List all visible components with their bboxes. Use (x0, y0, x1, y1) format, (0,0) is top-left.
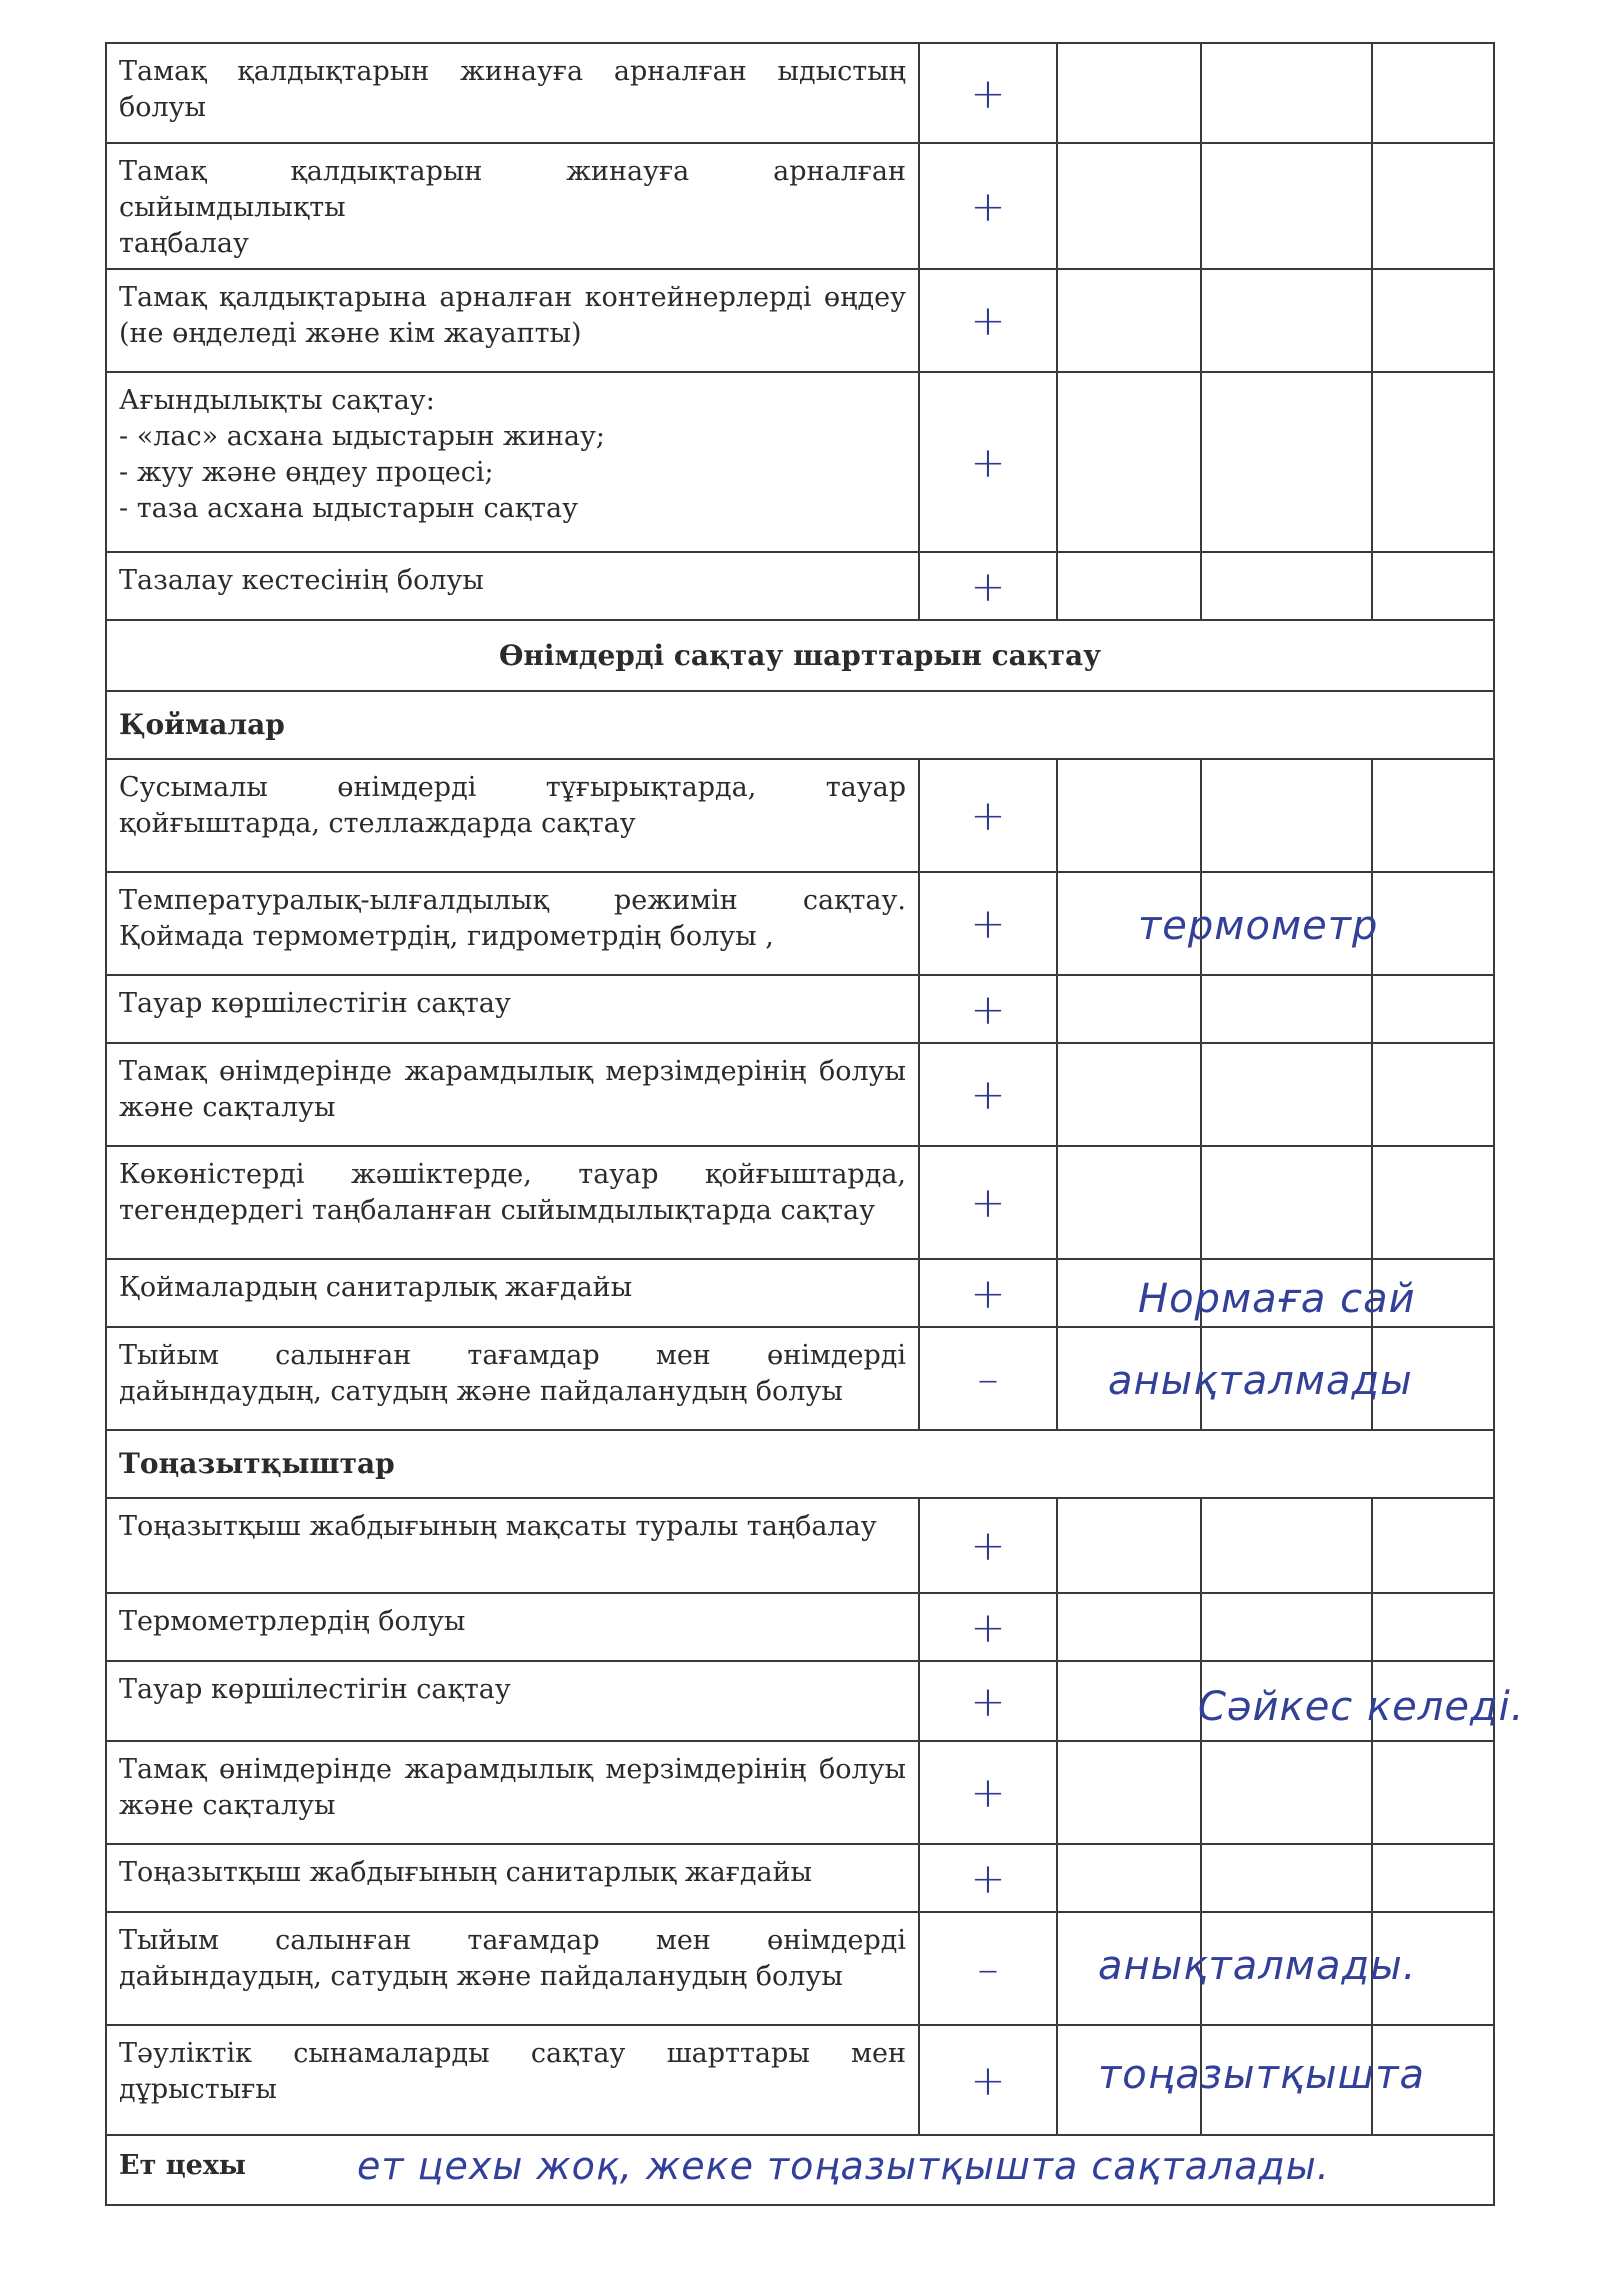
criterion-line: таңбалау (119, 228, 249, 259)
empty-cell (1201, 552, 1372, 620)
criterion-line: Көкөністерді жәшіктерде, тауар қойғыштарда, (119, 1159, 906, 1190)
criterion-line: Ағындылықты сақтау: (119, 385, 435, 416)
criterion-line: Термометрлердің болуы (119, 1606, 466, 1637)
empty-cell (1201, 269, 1372, 372)
criterion-text (106, 872, 919, 975)
criterion-line: Тыйым салынған тағамдар мен өнімдерді (119, 1925, 906, 1956)
criterion-line: Тауар көршілестігін сақтау (119, 988, 511, 1019)
meat-shop-row (106, 2135, 1494, 2205)
criterion-line: Қоймалардың санитарлық жағдайы (119, 1272, 633, 1303)
criterion-line: және сақталуы (119, 1092, 336, 1123)
empty-cell (1372, 975, 1494, 1043)
handwritten-mark: + (919, 372, 1057, 552)
criterion-text (106, 1593, 919, 1661)
criterion-text (106, 143, 919, 269)
checklist-row (106, 975, 1494, 1043)
empty-cell (1201, 1498, 1372, 1593)
checklist-row (106, 552, 1494, 620)
handwritten-mark: + (919, 1844, 1057, 1912)
remarks-cell (1057, 2025, 1426, 2135)
criterion-text (106, 759, 919, 872)
criterion-line: - таза асхана ыдыстарын сақтау (119, 493, 578, 524)
criterion-line: - «лас» асхана ыдыстарын жинау; (119, 421, 605, 452)
handwritten-mark: + (919, 1593, 1057, 1661)
empty-cell (1372, 1844, 1494, 1912)
handwritten-mark: + (919, 759, 1057, 872)
empty-cell (1372, 1043, 1494, 1146)
handwritten-mark: + (919, 2025, 1057, 2135)
checklist-row (106, 1259, 1494, 1327)
empty-cell (1201, 975, 1372, 1043)
empty-cell (1201, 1146, 1372, 1259)
criterion-text (106, 1498, 919, 1593)
checklist-row (106, 143, 1494, 269)
criterion-line: Тыйым салынған тағамдар мен өнімдерді (119, 1340, 906, 1371)
empty-cell (1057, 759, 1201, 872)
empty-cell (1201, 143, 1372, 269)
remarks-cell (1057, 1912, 1417, 2025)
handwritten-remark: тоңазытқышта (1098, 2052, 1426, 2098)
criterion-text (106, 372, 919, 552)
handwritten-mark: – (919, 1912, 1057, 2025)
remarks-cell (1057, 1661, 1525, 1741)
criterion-line: Тамақ қалдықтарын жинауға арналған ыдыстың болуы (119, 56, 906, 123)
empty-cell (1372, 143, 1494, 269)
checklist-row (106, 1043, 1494, 1146)
criterion-text (106, 43, 919, 143)
criterion-text (106, 975, 919, 1043)
meat-shop-label: Ет цехы (119, 2150, 246, 2181)
handwritten-mark: + (919, 43, 1057, 143)
warehouses-heading-row (106, 691, 1494, 759)
handwritten-mark: – (919, 1327, 1057, 1430)
criterion-text (106, 1259, 919, 1327)
checklist-row (106, 43, 1494, 143)
checklist-row (106, 2025, 1494, 2135)
empty-cell (1372, 872, 1494, 975)
empty-cell (1372, 1741, 1494, 1844)
checklist-row (106, 269, 1494, 372)
empty-cell (1057, 372, 1201, 552)
fridges-heading: Тоңазытқыштар (106, 1430, 1494, 1498)
empty-cell (1057, 1844, 1201, 1912)
handwritten-remark: анықталмады (1108, 1358, 1413, 1404)
empty-cell (1057, 1043, 1201, 1146)
empty-cell (1201, 1741, 1372, 1844)
handwritten-mark: + (919, 1498, 1057, 1593)
empty-cell (1057, 1498, 1201, 1593)
criterion-line: дайындаудың, сатудың және пайдаланудың болуы (119, 1961, 843, 1992)
checklist-row (106, 1327, 1494, 1430)
empty-cell (1057, 975, 1201, 1043)
criterion-text (106, 2025, 919, 2135)
handwritten-mark: + (919, 975, 1057, 1043)
checklist-row (106, 372, 1494, 552)
fridges-heading-row (106, 1430, 1494, 1498)
criterion-text (106, 1146, 919, 1259)
empty-cell (1372, 1593, 1494, 1661)
criterion-line: Тамақ қалдықтарына арналған контейнерлерді өңдеу (119, 282, 906, 313)
remarks-cell (1057, 1259, 1416, 1327)
criterion-line: және сақталуы (119, 1790, 336, 1821)
handwritten-mark: + (919, 872, 1057, 975)
criterion-text (106, 1844, 919, 1912)
criterion-line: тегендердегі таңбаланған сыйымдылықтарда сақтау (119, 1195, 875, 1226)
criterion-line: Тамақ өнімдерінде жарамдылық мерзімдерінің болуы (119, 1754, 906, 1785)
criterion-line: (не өңделеді және кім жауапты) (119, 318, 582, 349)
checklist-row (106, 1661, 1494, 1741)
inspection-checklist-table (105, 42, 1525, 2206)
checklist-row (106, 872, 1494, 975)
empty-cell (1372, 1146, 1494, 1259)
empty-cell (1372, 43, 1494, 143)
remarks-cell (1057, 1327, 1413, 1430)
checklist-row (106, 1912, 1494, 2025)
criterion-line: Тәуліктік сынамаларды сақтау шарттары мен (119, 2038, 906, 2069)
empty-cell (1372, 552, 1494, 620)
empty-cell (1057, 143, 1201, 269)
empty-cell (1201, 1593, 1372, 1661)
checklist-row (106, 1593, 1494, 1661)
handwritten-remark: Нормаға сай (1138, 1276, 1416, 1322)
criterion-line: Тауар көршілестігін сақтау (119, 1674, 511, 1705)
meat-shop-handwritten-note: ет цехы жоқ, жеке тоңазытқышта сақталады. (357, 2144, 1330, 2188)
meat-shop-cell (106, 2135, 1494, 2205)
handwritten-mark: + (919, 1661, 1057, 1741)
criterion-line: Қоймада термометрдің, гидрометрдің болуы , (119, 921, 774, 952)
empty-cell (1057, 43, 1201, 143)
criterion-text (106, 1327, 919, 1430)
warehouses-heading: Қоймалар (106, 691, 1494, 759)
checklist-row (106, 1741, 1494, 1844)
criterion-line: Тамақ өнімдерінде жарамдылық мерзімдерінің болуы (119, 1056, 906, 1087)
empty-cell (1057, 269, 1201, 372)
criterion-text (106, 1661, 919, 1741)
criterion-line: дұрыстығы (119, 2074, 277, 2105)
criterion-line: Сусымалы өнімдерді тұғырықтарда, тауар (119, 772, 906, 803)
criterion-line: Тоңазытқыш жабдығының санитарлық жағдайы (119, 1857, 813, 1888)
empty-cell (1201, 1844, 1372, 1912)
empty-cell (1057, 1741, 1201, 1844)
checklist-row (106, 1498, 1494, 1593)
handwritten-mark: + (919, 269, 1057, 372)
empty-cell (1372, 269, 1494, 372)
criterion-line: Температуралық-ылғалдылық режимін сақтау. (119, 885, 906, 916)
empty-cell (1201, 372, 1372, 552)
handwritten-mark: + (919, 1741, 1057, 1844)
checklist-row (106, 1844, 1494, 1912)
empty-cell (1057, 1593, 1201, 1661)
handwritten-mark: + (919, 1043, 1057, 1146)
empty-cell (1201, 43, 1372, 143)
criterion-line: Тоңазытқыш жабдығының мақсаты туралы таңбалау (119, 1511, 877, 1542)
handwritten-remark: Сәйкес келеді. (1198, 1684, 1525, 1730)
empty-cell (1372, 372, 1494, 552)
criterion-text (106, 269, 919, 372)
empty-cell (1201, 759, 1372, 872)
handwritten-mark: + (919, 1146, 1057, 1259)
empty-cell (1057, 1146, 1201, 1259)
handwritten-mark: + (919, 552, 1057, 620)
criterion-text (106, 1043, 919, 1146)
empty-cell (1372, 759, 1494, 872)
criterion-line: қойғыштарда, стеллаждарда сақтау (119, 808, 636, 839)
handwritten-mark: + (919, 143, 1057, 269)
criterion-line: Тазалау кестесінің болуы (119, 565, 484, 596)
criterion-line: - жуу және өңдеу процесі; (119, 457, 494, 488)
criterion-text (106, 1741, 919, 1844)
checklist-row (106, 1146, 1494, 1259)
handwritten-remark: анықталмады. (1098, 1943, 1417, 1989)
section-title-row (106, 620, 1494, 691)
checklist-row (106, 759, 1494, 872)
empty-cell (1201, 1043, 1372, 1146)
section-title: Өнімдерді сақтау шарттарын сақтау (106, 620, 1494, 691)
handwritten-mark: + (919, 1259, 1057, 1327)
remarks-cell (1057, 872, 1379, 975)
empty-cell (1372, 1498, 1494, 1593)
criterion-text (106, 552, 919, 620)
criterion-line: дайындаудың, сатудың және пайдаланудың болуы (119, 1376, 843, 1407)
handwritten-remark: термометр (1138, 903, 1379, 949)
empty-cell (1057, 552, 1201, 620)
criterion-line: Тамақ қалдықтарын жинауға арналған сыйымдылықты (119, 156, 906, 223)
criterion-text (106, 1912, 919, 2025)
